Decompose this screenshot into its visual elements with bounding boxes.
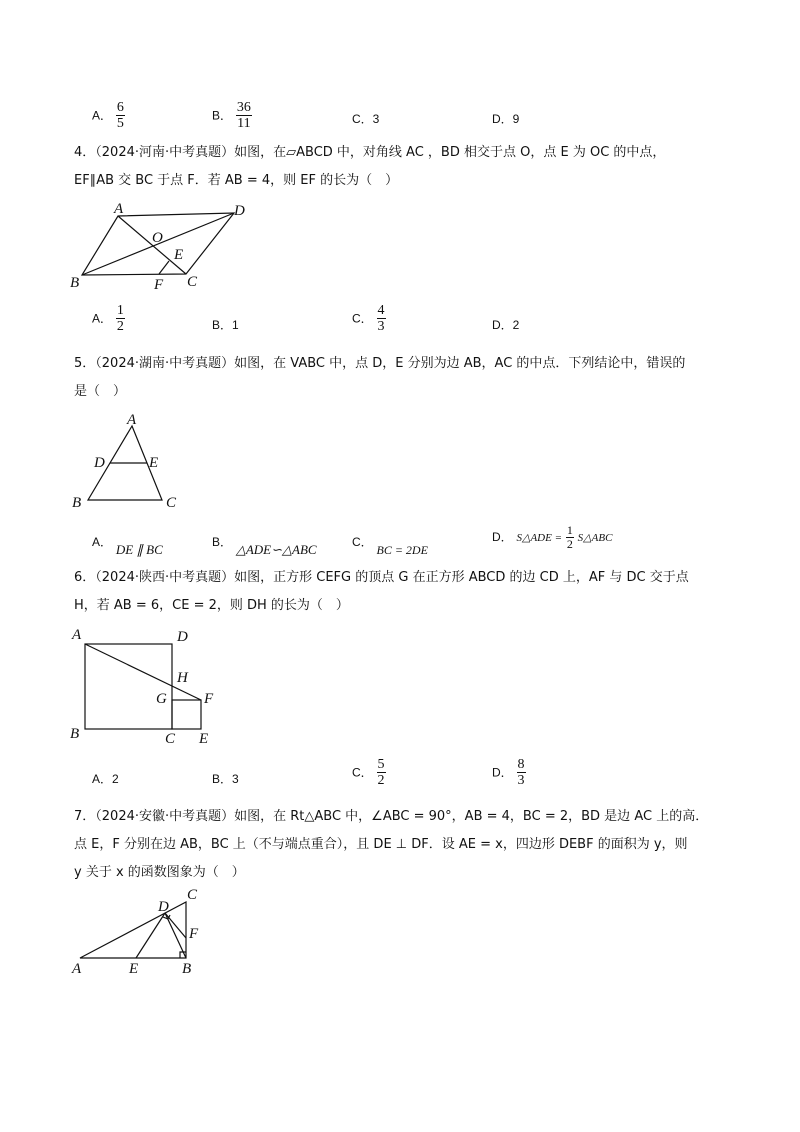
fraction-denominator: 2 <box>377 773 385 789</box>
q3-option-a-label: A． <box>92 108 113 123</box>
q5-option-a-text: DE ∥ BC <box>115 542 163 557</box>
q6-option-b <box>212 770 239 787</box>
q5-stem-line2: 是（ ） <box>74 384 127 399</box>
fraction-numerator: 8 <box>517 757 525 772</box>
segment-ef <box>159 261 169 274</box>
q6-option-d <box>492 757 526 789</box>
q5-option-a <box>92 533 163 557</box>
q4-option-c-label: C． <box>352 311 373 326</box>
label-e: E <box>199 731 209 747</box>
q3-option-c <box>352 110 379 127</box>
q5-option-a-label: A． <box>92 535 113 549</box>
q4-option-a-label: A． <box>92 311 113 326</box>
fraction-numerator: 6 <box>116 100 124 115</box>
q5-option-d-right: S△ABC <box>577 532 613 545</box>
label-b: B <box>72 495 82 511</box>
q3-option-a-fraction <box>116 100 125 132</box>
label-h: H <box>177 670 188 686</box>
altitude-bd <box>165 913 186 958</box>
label-f: F <box>204 691 214 707</box>
q6-stem-line2: H，若 AB = 6，CE = 2，则 DH 的长为（ ） <box>74 598 349 613</box>
q4-option-b-label: B．1 <box>212 318 239 332</box>
q4-option-c <box>352 303 386 335</box>
q3-option-b <box>212 100 252 132</box>
fraction-denominator: 2 <box>116 319 124 335</box>
q7-stem-line2: 点 E，F 分别在边 AB，BC 上（不与端点重合），且 DE ⊥ DF．设 AE = x，四边形 DEBF 的面积为 y，则 <box>74 837 688 852</box>
label-d: D <box>158 899 169 915</box>
q4-option-d-label: D．2 <box>492 318 520 332</box>
fraction-denominator: 5 <box>116 116 124 132</box>
q6-option-b-label: B．3 <box>212 772 239 786</box>
q4-option-a-fraction <box>116 303 125 335</box>
q4-option-b <box>212 316 239 333</box>
q5-stem-line1: 5．（2024·湖南·中考真题）如图，在 VABC 中，点 D，E 分别为边 AB，AC 的中点．下列结论中，错误的 <box>74 356 686 371</box>
q7-stem-line1: 7．（2024·安徽·中考真题）如图，在 Rt△ABC 中，∠ABC = 90°，AB = 4，BC = 2，BD 是边 AC 上的高． <box>74 809 709 824</box>
label-c: C <box>165 731 176 747</box>
segment-de <box>136 913 165 958</box>
square-abcd <box>85 644 172 729</box>
label-b: B <box>70 726 80 742</box>
q3-option-b-label: B． <box>212 108 233 123</box>
q6-option-a-label: A．2 <box>92 772 119 786</box>
square-cefg <box>172 700 201 729</box>
label-c: C <box>187 274 198 290</box>
fraction-denominator: 3 <box>377 319 385 335</box>
q4-stem-line2: EF∥AB 交 BC 于点 F．若 AB = 4，则 EF 的长为（ ） <box>74 173 399 188</box>
q5-option-b-text: △ADE∽△ABC <box>235 542 317 557</box>
q3-option-c-label: C．3 <box>352 112 380 126</box>
q5-option-d-fraction <box>566 524 574 551</box>
label-a: A <box>127 412 137 428</box>
label-e: E <box>174 247 184 263</box>
q6-squares-figure <box>66 623 236 748</box>
q5-option-d-left: S△ADE = <box>516 532 563 545</box>
fraction-numerator: 1 <box>566 523 573 537</box>
label-d: D <box>234 203 245 219</box>
fraction-numerator: 5 <box>377 757 385 772</box>
label-a: A <box>72 627 82 643</box>
label-a: A <box>72 961 82 977</box>
q5-option-c <box>352 533 428 557</box>
label-d: D <box>177 629 188 645</box>
q5-option-d-label: D． <box>492 530 513 545</box>
label-g: G <box>156 691 167 707</box>
q6-option-d-label: D． <box>492 765 513 780</box>
q6-stem-line1: 6．（2024·陕西·中考真题）如图，正方形 CEFG 的顶点 G 在正方形 ABCD 的边 CD 上，AF 与 DC 交于点 <box>74 570 689 585</box>
q5-triangle-figure <box>66 408 196 513</box>
q3-option-d <box>492 110 519 127</box>
q5-option-b <box>212 533 317 557</box>
q6-option-c <box>352 757 386 789</box>
label-e: E <box>129 961 139 977</box>
q7-stem-line3: y 关于 x 的函数图象为（ ） <box>74 865 245 880</box>
q5-option-d <box>492 524 612 551</box>
fraction-numerator: 1 <box>116 303 124 318</box>
triangle-abc <box>80 902 186 958</box>
fraction-denominator: 11 <box>237 116 251 132</box>
label-a: A <box>114 201 124 217</box>
label-e: E <box>149 455 159 471</box>
q4-option-c-fraction <box>377 303 386 335</box>
q5-option-b-label: B． <box>212 535 233 549</box>
label-f: F <box>154 277 164 293</box>
q6-option-a <box>92 770 119 787</box>
label-d: D <box>94 455 105 471</box>
fraction-denominator: 3 <box>517 773 525 789</box>
q3-option-a <box>92 100 125 132</box>
q7-right-triangle-figure <box>66 886 216 978</box>
q4-parallelogram-figure <box>66 198 266 293</box>
label-f: F <box>189 926 199 942</box>
label-c: C <box>166 495 177 511</box>
q4-option-a <box>92 303 125 335</box>
q5-option-c-label: C． <box>352 535 373 549</box>
fraction-numerator: 36 <box>236 100 251 115</box>
q6-option-c-fraction <box>377 757 386 789</box>
q3-option-d-label: D．9 <box>492 112 520 126</box>
label-b: B <box>70 275 80 291</box>
q5-option-c-text: BC = 2DE <box>376 543 428 557</box>
label-o: O <box>152 230 163 246</box>
fraction-numerator: 4 <box>377 303 385 318</box>
q6-option-d-fraction <box>517 757 526 789</box>
fraction-denominator: 2 <box>566 537 573 552</box>
label-b: B <box>182 961 192 977</box>
q4-stem-line1: 4．（2024·河南·中考真题）如图，在▱ABCD 中，对角线 AC ，BD 相交于点 O，点 E 为 OC 的中点， <box>74 145 666 160</box>
label-c: C <box>187 887 198 903</box>
q4-option-d <box>492 316 519 333</box>
q3-option-b-fraction <box>236 100 252 132</box>
q6-option-c-label: C． <box>352 765 373 780</box>
